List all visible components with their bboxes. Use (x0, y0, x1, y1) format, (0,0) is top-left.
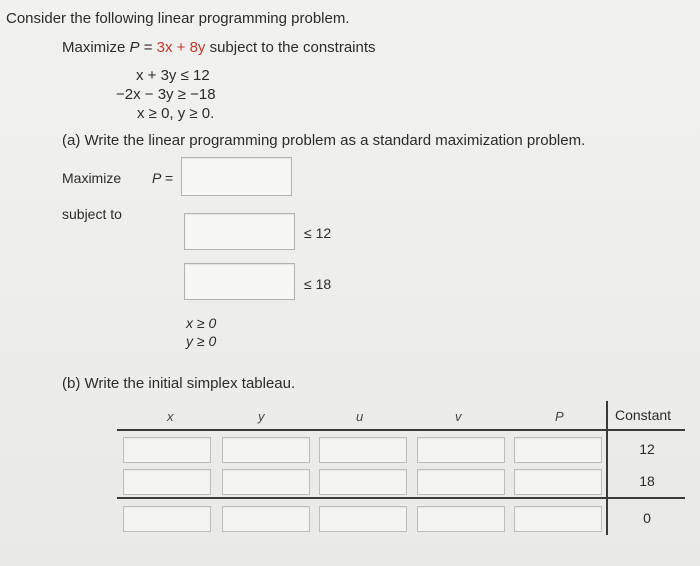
objective-suffix: subject to the constraints (205, 39, 376, 56)
tableau-cell-r3-y[interactable] (222, 506, 310, 532)
objective-expression: 3x + 8y (156, 39, 206, 56)
objective-lhs: P (129, 39, 140, 56)
tableau-cell-r3-v[interactable] (417, 506, 505, 532)
constraint-2-rhs: ≤ 18 (304, 276, 332, 292)
part-a-prompt: (a) Write the linear programming problem as a standard maximization problem. (62, 132, 586, 149)
nonneg-y: y ≥ 0 (186, 333, 217, 349)
maximize-label: Maximize (62, 170, 122, 186)
constraint-1-input[interactable] (184, 213, 295, 250)
tableau-cell-r2-y[interactable] (222, 469, 310, 495)
tableau-cell-r1-x[interactable] (123, 437, 211, 463)
tableau-cell-r2-v[interactable] (417, 469, 505, 495)
subject-to-label: subject to (62, 206, 122, 222)
tableau-header-u: u (356, 409, 364, 424)
tableau-header-y: y (258, 409, 265, 424)
constraint-1-rhs: ≤ 12 (304, 225, 332, 241)
tableau-constant-r3: 0 (643, 510, 651, 526)
constraint-2: −2x − 3y ≥ −18 (116, 86, 216, 103)
tableau-objective-rule (117, 497, 685, 499)
tableau-constant-r2: 18 (639, 473, 655, 489)
p-equals-label: P = (152, 170, 173, 186)
tableau-cell-r2-x[interactable] (123, 469, 211, 495)
part-b-prompt: (b) Write the initial simplex tableau. (62, 375, 296, 392)
tableau-cell-r3-u[interactable] (319, 506, 407, 532)
tableau-cell-r2-p[interactable] (514, 469, 602, 495)
tableau-header-v: v (455, 409, 462, 424)
objective-function-input[interactable] (181, 157, 292, 196)
objective-line (62, 39, 376, 56)
tableau-constant-r1: 12 (639, 441, 655, 457)
constraint-1: x + 3y ≤ 12 (136, 67, 210, 84)
objective-prefix: Maximize (62, 39, 130, 56)
tableau-cell-r3-x[interactable] (123, 506, 211, 532)
tableau-header-p: P (555, 409, 564, 424)
tableau-cell-r1-v[interactable] (417, 437, 505, 463)
tableau-header-x: x (167, 409, 174, 424)
tableau-cell-r1-p[interactable] (514, 437, 602, 463)
nonneg-x: x ≥ 0 (186, 315, 217, 331)
tableau-header-rule (117, 429, 685, 431)
tableau-cell-r2-u[interactable] (319, 469, 407, 495)
problem-intro: Consider the following linear programming problem. (6, 10, 350, 27)
tableau-cell-r1-y[interactable] (222, 437, 310, 463)
tableau-cell-r1-u[interactable] (319, 437, 407, 463)
tableau-constant-divider (606, 401, 608, 535)
constraint-nonnegativity: x ≥ 0, y ≥ 0. (137, 105, 215, 122)
tableau-header-constant: Constant (615, 407, 672, 423)
constraint-2-input[interactable] (184, 263, 295, 300)
tableau-cell-r3-p[interactable] (514, 506, 602, 532)
objective-eq: = (139, 39, 157, 56)
